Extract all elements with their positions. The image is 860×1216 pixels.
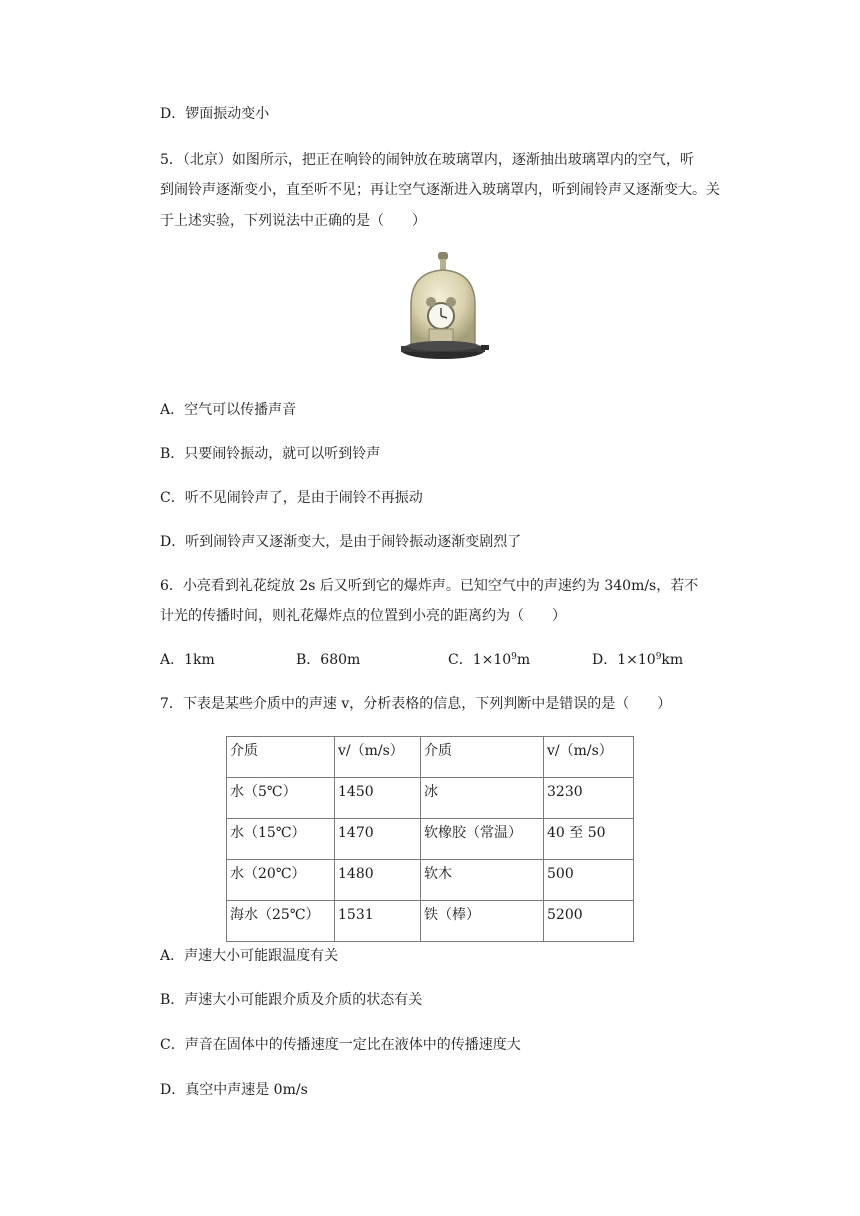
question-5-line-2: 到闹铃声逐渐变小，直至听不见；再让空气逐渐进入玻璃罩内，听到闹铃声又逐渐变大。关 <box>160 182 720 198</box>
table-cell: 软橡胶（常温） <box>421 819 544 860</box>
question-5-option-b: B．只要闹铃振动，就可以听到铃声 <box>160 446 381 462</box>
question-5-option-d: D．听到闹铃声又逐渐变大，是由于闹铃振动逐渐变剧烈了 <box>160 534 522 550</box>
question-6-option-b: B．680m <box>296 652 361 668</box>
question-6-line-2: 计光的传播时间，则礼花爆炸点的位置到小亮的距离约为（ ） <box>160 608 566 624</box>
sound-speed-table <box>226 736 634 942</box>
table-cell: 5200 <box>544 901 634 942</box>
table-cell: 40 至 50 <box>544 819 634 860</box>
table-cell: 1531 <box>335 901 421 942</box>
question-5-line-1: 5．（北京）如图所示，把正在响铃的闹钟放在玻璃罩内，逐渐抽出玻璃罩内的空气，听 <box>160 152 694 168</box>
table-row <box>227 778 634 819</box>
table-row <box>227 901 634 942</box>
question-7-stem: 7．下表是某些介质中的声速 v，分析表格的信息，下列判断中是错误的是（ ） <box>160 696 672 712</box>
table-cell: 3230 <box>544 778 634 819</box>
table-cell: 水（20℃） <box>227 860 335 901</box>
table-cell: 1470 <box>335 819 421 860</box>
table-header-cell: 介质 <box>227 737 335 778</box>
table-cell: 1480 <box>335 860 421 901</box>
table-header-cell: 介质 <box>421 737 544 778</box>
table-cell: 水（5℃） <box>227 778 335 819</box>
table-cell: 铁（棒） <box>421 901 544 942</box>
question-5-line-3: 于上述实验，下列说法中正确的是（ ） <box>160 213 426 229</box>
question-6-option-a: A．1km <box>160 652 215 668</box>
table-header-cell: v/（m/s） <box>544 737 634 778</box>
question-7-option-d: D．真空中声速是 0m/s <box>160 1082 308 1098</box>
table-cell: 水（15℃） <box>227 819 335 860</box>
question-6 <box>160 576 705 626</box>
table-header-row <box>227 737 634 778</box>
question-6-option-d: D．$1\times 10^9km$ <box>592 652 684 668</box>
table-cell: 冰 <box>421 778 544 819</box>
question-6-line-1: 6．小亮看到礼花绽放 2s 后又听到它的爆炸声。已知空气中的声速约为 340m/s，若不 <box>160 578 699 594</box>
bell-jar-figure <box>393 250 493 372</box>
table-cell: 软木 <box>421 860 544 901</box>
question-7-option-a: A．声速大小可能跟温度有关 <box>160 948 339 964</box>
question-5-option-c: C．听不见闹铃声了，是由于闹铃不再振动 <box>160 490 423 506</box>
question-5 <box>160 150 720 231</box>
table-cell: 500 <box>544 860 634 901</box>
question-7-option-c: C．声音在固体中的传播速度一定比在液体中的传播速度大 <box>160 1037 521 1053</box>
question-5-option-a: A．空气可以传播声音 <box>160 402 297 418</box>
table-row <box>227 860 634 901</box>
question-6-option-c: C．$1\times 10^9m$ <box>448 652 531 668</box>
option-d-previous: D．锣面振动变小 <box>160 106 270 122</box>
question-7-option-b: B．声速大小可能跟介质及介质的状态有关 <box>160 992 423 1008</box>
table-cell: 1450 <box>335 778 421 819</box>
table-cell: 海水（25℃） <box>227 901 335 942</box>
table-header-cell: v/（m/s） <box>335 737 421 778</box>
knob-icon <box>438 252 448 260</box>
table-row <box>227 819 634 860</box>
